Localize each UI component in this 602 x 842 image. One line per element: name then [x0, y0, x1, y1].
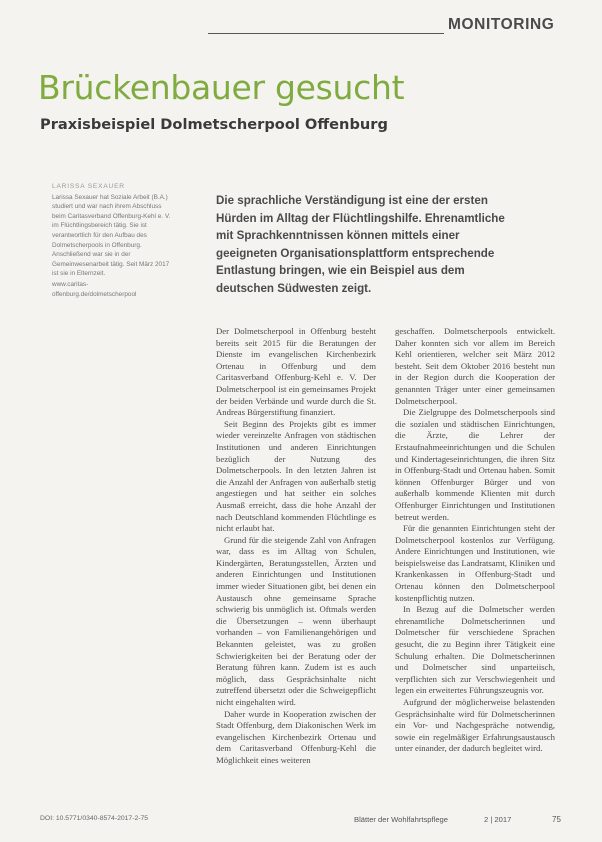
body-column-left — [216, 326, 376, 767]
paragraph: Für die genannten Einrichtungen steht der Dolmetscherpool kostenlos zur Verfügung. Andere Einrichtungen und Institutionen, wie beispielsweise das Landratsamt, Kliniken und Krankenkassen in Offenburg-Stadt und Ortenau können den Dolmetscherpool kostenpflichtig nutzen. — [395, 523, 555, 603]
paragraph: Aufgrund der möglicherweise belastenden Gesprächsinhalte wird für Dolmetscherinnen ein Vor- und Nachgespräche notwendig, sowie ein regelmäßiger Erfahrungsaustausch unter einander, der dadurch begleitet wird. — [395, 697, 555, 754]
paragraph: Daher wurde in Kooperation zwischen der Stadt Offenburg, dem Diakonischen Werk im evangelischen Kirchenbezirk Ortenau und dem Caritasverband Offenburg-Kehl die Möglichkeit eines weiteren — [216, 708, 376, 765]
article-lead: Die sprachliche Verständigung ist eine der ersten Hürden im Alltag der Flüchtlingshilfe. Ehrenamtliche mit Sprachkenntnissen können mittels einer geeigneten Organisationsplattform entsprechende Entlastung bringen, wie ein Beispiel aus dem deutschen Südwesten zeigt. — [216, 194, 505, 295]
header-rule — [208, 33, 444, 34]
author-link: www.caritas-offenburg.de/dolmetscherpool — [52, 280, 137, 298]
article-title: Brückenbauer gesucht — [38, 68, 405, 107]
footer-doi: DOI: 10.5771/0340-8574-2017-2-75 — [40, 815, 149, 822]
author-bio: Larissa Sexauer hat Soziale Arbeit (B.A.) studiert und war nach ihrem Abschluss beim Caritasverband Offenburg-Kehl e. V. im Flüchtlingsbereich tätig. Sie ist verantwortlich für den Aufbau des Dolmetscherpools in Offenburg. Anschließend war sie in der Gemeinwesenarbeit tätig. Seit März 2017 ist sie in Elternzeit. — [52, 193, 171, 278]
body-column-right — [395, 326, 555, 755]
section-label: MONITORING — [448, 16, 555, 33]
paragraph: geschaffen. Dolmetscherpools entwickelt. Daher konnten sich vor allem im Bereich Kehl orientieren, welcher seit März 2012 besteht. Seit dem Oktober 2016 besteht nun in der Region durch die Kooperation der genannten Träger unter einer gemeinsamen Dolmetscherpool. — [395, 326, 555, 406]
article-subtitle: Praxisbeispiel Dolmetscherpool Offenburg — [40, 116, 388, 133]
author-name: LARISSA SEXAUER — [52, 183, 125, 190]
paragraph: Grund für die steigende Zahl von Anfragen war, dass es im Alltag von Schulen, Kindergärten, Beratungsstellen, Ärzten und anderen Einrichtungen und Institutionen immer wieder Situationen gibt, bei denen ein Austausch ohne gemeinsame Sprache schwierig bis unmöglich ist. Oftmals werden die Übersetzungen – wenn überhaupt vorhanden – von Familienangehörigen und Bekannten geleistet, was zu großen Schwierigkeiten bei der Beratung oder der Beratung führen kann. Zudem ist es auch möglich, dass Gesprächsinhalte nicht zutreffend übersetzt oder die Schweigepflicht nicht eingehalten wird. — [216, 534, 376, 707]
footer-issue: 2 | 2017 — [484, 815, 512, 824]
paragraph: Seit Beginn des Projekts gibt es immer wieder vereinzelte Anfragen von städtischen Institutionen und anderen Einrichtungen bezüglich der Nutzung des Dolmetscherpools. In den letzten Jahren ist die Anzahl der Anfragen von außerhalb stetig angestiegen und hat seither ein solches Ausmaß erreicht, dass die hohe Anzahl der nach Deutschland kommenden Flüchtlinge es nicht erlaubt hat. — [216, 418, 376, 534]
paragraph: Der Dolmetscherpool in Offenburg besteht bereits seit 2015 für die Beratungen der Dienste im evangelischen Kirchenbezirk Ortenau in Offenburg und dem Caritasverband Offenburg-Kehl e. V. Der Dolmetscherpool ist ein gemeinsames Projekt der beiden Verbände und wurde durch die St. Andreas Bürgerstiftung finanziert. — [216, 326, 376, 418]
paragraph: In Bezug auf die Dolmetscher werden ehrenamtliche Dolmetscherinnen und Dolmetscher für verschiedene Sprachen gesucht, die zu Beginn ihrer Tätigkeit eine Schulung erhalten. Die Dolmetscherinnen und Dolmetscher sind unparteiisch, verpflichten sich zur Verschwiegenheit und legen ein erweitertes Führungszeugnis vor. — [395, 604, 555, 696]
author-box — [52, 182, 172, 299]
paragraph: Die Zielgruppe des Dolmetscherpools sind die sozialen und städtischen Einrichtungen, die Ärzte, die Lehrer der Erstaufnahmeeinrichtungen und die Schulen und Kindertageseinrichtungen, die ihren Sitz in Offenburg-Stadt und Ortenau haben. Somit können Offenburger Bürger und von außerhalb kommende Klienten mit durch Offenburger Einrichtungen und Institutionen betreut werden. — [395, 407, 555, 522]
page-number: 75 — [552, 815, 561, 824]
footer-journal: Blätter der Wohlfahrtspflege — [354, 815, 448, 824]
